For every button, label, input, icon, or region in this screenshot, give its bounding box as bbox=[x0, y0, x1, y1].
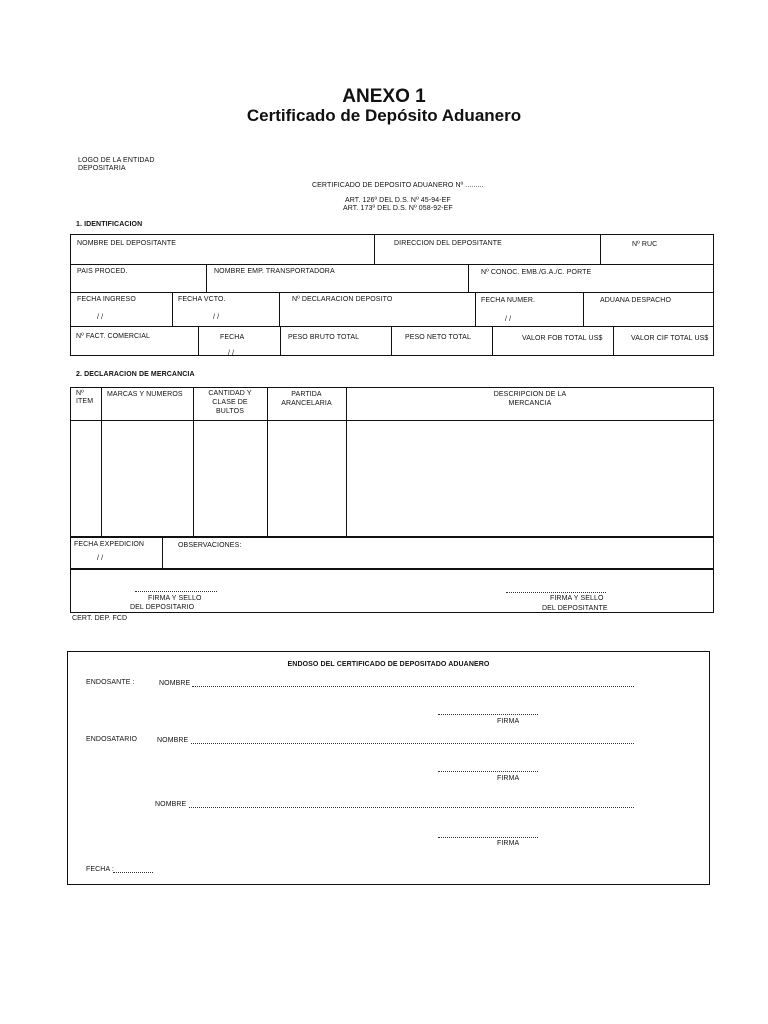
section-identificacion: 1. IDENTIFICACION bbox=[76, 221, 143, 228]
page-subtitle: Certificado de Depósito Aduanero bbox=[246, 106, 522, 125]
fecha-expedicion-date: / / bbox=[97, 555, 104, 562]
col-divider bbox=[492, 326, 493, 356]
declaracion-deposito-field[interactable]: Nº DECLARACION DEPOSITO bbox=[292, 296, 393, 303]
fecha-factura-date: / / bbox=[228, 350, 235, 357]
expedicion-row bbox=[70, 537, 714, 569]
row-divider bbox=[70, 292, 714, 293]
del-depositante-label: DEL DEPOSITANTE bbox=[542, 605, 608, 612]
row-divider bbox=[70, 264, 714, 265]
col-divider bbox=[600, 234, 601, 264]
empresa-transportadora-field[interactable]: NOMBRE EMP. TRANSPORTADORA bbox=[214, 268, 335, 275]
peso-bruto-field[interactable]: PESO BRUTO TOTAL bbox=[288, 334, 360, 341]
identification-table bbox=[70, 234, 714, 356]
fecha-vcto-date: / / bbox=[213, 314, 220, 321]
endoso-fecha-label: FECHA : bbox=[86, 866, 114, 873]
article-ref-1: ART. 126º DEL D.S. Nº 45-94-EF bbox=[345, 197, 451, 204]
aduana-despacho-field[interactable]: ADUANA DESPACHO bbox=[600, 297, 671, 304]
col-divider bbox=[162, 537, 163, 569]
col-header-descripcion-1: DESCRIPCION DE LA bbox=[493, 391, 567, 398]
endosante-firma-line[interactable] bbox=[438, 714, 538, 715]
third-firma-label: FIRMA bbox=[497, 840, 520, 847]
fecha-ingreso-field[interactable]: FECHA INGRESO bbox=[77, 296, 136, 303]
fecha-numer-date: / / bbox=[505, 316, 512, 323]
direccion-depositante-field[interactable]: DIRECCION DEL DEPOSITANTE bbox=[394, 240, 502, 247]
pais-proced-field[interactable]: PAIS PROCED. bbox=[77, 268, 128, 275]
col-divider bbox=[172, 292, 173, 326]
firma-sello-depositario: FIRMA Y SELLO bbox=[148, 595, 202, 602]
col-divider bbox=[206, 264, 207, 292]
endosatario-nombre-label: NOMBRE bbox=[157, 737, 189, 744]
mercancia-table bbox=[70, 387, 714, 537]
col-divider bbox=[583, 292, 584, 326]
col-divider bbox=[280, 326, 281, 356]
firma-sello-depositante: FIRMA Y SELLO bbox=[550, 595, 604, 602]
certificate-number-label: CERTIFICADO DE DEPOSITO ADUANERO Nº ......... bbox=[312, 182, 484, 189]
endosatario-firma-label: FIRMA bbox=[497, 775, 520, 782]
col-divider bbox=[101, 387, 102, 537]
factura-comercial-field[interactable]: Nº FACT. COMERCIAL bbox=[76, 333, 150, 340]
col-header-descripcion-2: MERCANCIA bbox=[508, 400, 552, 407]
endosatario-label: ENDOSATARIO bbox=[86, 736, 138, 743]
row-divider bbox=[70, 326, 714, 327]
fecha-vcto-field[interactable]: FECHA VCTO. bbox=[178, 296, 226, 303]
endoso-fecha-input[interactable] bbox=[113, 872, 153, 873]
col-header-cantidad-3: BULTOS bbox=[216, 408, 244, 415]
col-header-item-1: Nº bbox=[76, 390, 84, 397]
col-divider bbox=[613, 326, 614, 356]
endosante-nombre-input[interactable] bbox=[192, 686, 634, 687]
fecha-numer-field[interactable]: FECHA NUMER. bbox=[481, 297, 536, 304]
third-nombre-label: NOMBRE bbox=[155, 801, 187, 808]
cert-dep-fcd-label: CERT. DEP. FCD bbox=[72, 615, 128, 622]
col-divider bbox=[267, 387, 268, 537]
logo-label-line2: DEPOSITARIA bbox=[78, 165, 126, 172]
nombre-depositante-field[interactable]: NOMBRE DEL DEPOSITANTE bbox=[77, 240, 177, 247]
endosante-firma-label: FIRMA bbox=[497, 718, 520, 725]
third-nombre-input[interactable] bbox=[189, 807, 634, 808]
ruc-field[interactable]: Nº RUC bbox=[632, 241, 658, 248]
third-firma-line[interactable] bbox=[438, 837, 538, 838]
fecha-factura-field[interactable]: FECHA bbox=[220, 334, 245, 341]
col-divider bbox=[468, 264, 469, 292]
header-divider bbox=[70, 420, 714, 421]
valor-fob-field[interactable]: VALOR FOB TOTAL US$ bbox=[522, 335, 603, 342]
logo-label-line1: LOGO DE LA ENTIDAD bbox=[78, 157, 155, 164]
endosante-label: ENDOSANTE : bbox=[86, 679, 135, 686]
col-header-cantidad-2: CLASE DE bbox=[212, 399, 248, 406]
valor-cif-field[interactable]: VALOR CIF TOTAL US$ bbox=[631, 335, 709, 342]
col-divider bbox=[374, 234, 375, 264]
col-header-cantidad-1: CANTIDAD Y bbox=[208, 390, 252, 397]
col-divider bbox=[279, 292, 280, 326]
col-header-marcas: MARCAS Y NUMEROS bbox=[107, 391, 183, 398]
col-header-item-2: ITEM bbox=[76, 398, 94, 405]
col-divider bbox=[198, 326, 199, 356]
peso-neto-field[interactable]: PESO NETO TOTAL bbox=[405, 334, 471, 341]
endosatario-nombre-input[interactable] bbox=[191, 743, 634, 744]
signature-line-depositario bbox=[135, 591, 217, 592]
endosatario-firma-line[interactable] bbox=[438, 771, 538, 772]
signature-line-depositante bbox=[506, 592, 606, 593]
col-header-partida-2: ARANCELARIA bbox=[281, 400, 332, 407]
page-title: ANEXO 1 bbox=[342, 86, 426, 107]
col-divider bbox=[391, 326, 392, 356]
article-ref-2: ART. 173º DEL D.S. Nº 058-92-EF bbox=[343, 205, 453, 212]
fecha-expedicion-field[interactable]: FECHA EXPEDICION bbox=[74, 541, 145, 548]
col-header-partida-1: PARTIDA bbox=[291, 391, 322, 398]
section-declaracion-mercancia: 2. DECLARACION DE MERCANCIA bbox=[76, 371, 195, 378]
observaciones-field[interactable]: OBSERVACIONES: bbox=[178, 542, 242, 549]
endosante-nombre-label: NOMBRE bbox=[159, 680, 191, 687]
col-divider bbox=[346, 387, 347, 537]
fecha-ingreso-date: / / bbox=[97, 314, 104, 321]
del-depositario-label: DEL DEPOSITARIO bbox=[130, 604, 195, 611]
conocimiento-embarque-field[interactable]: Nº CONOC. EMB./G.A./C. PORTE bbox=[481, 269, 592, 276]
col-divider bbox=[475, 292, 476, 326]
endoso-title: ENDOSO DEL CERTIFICADO DE DEPOSITADO ADUANERO bbox=[287, 661, 490, 668]
